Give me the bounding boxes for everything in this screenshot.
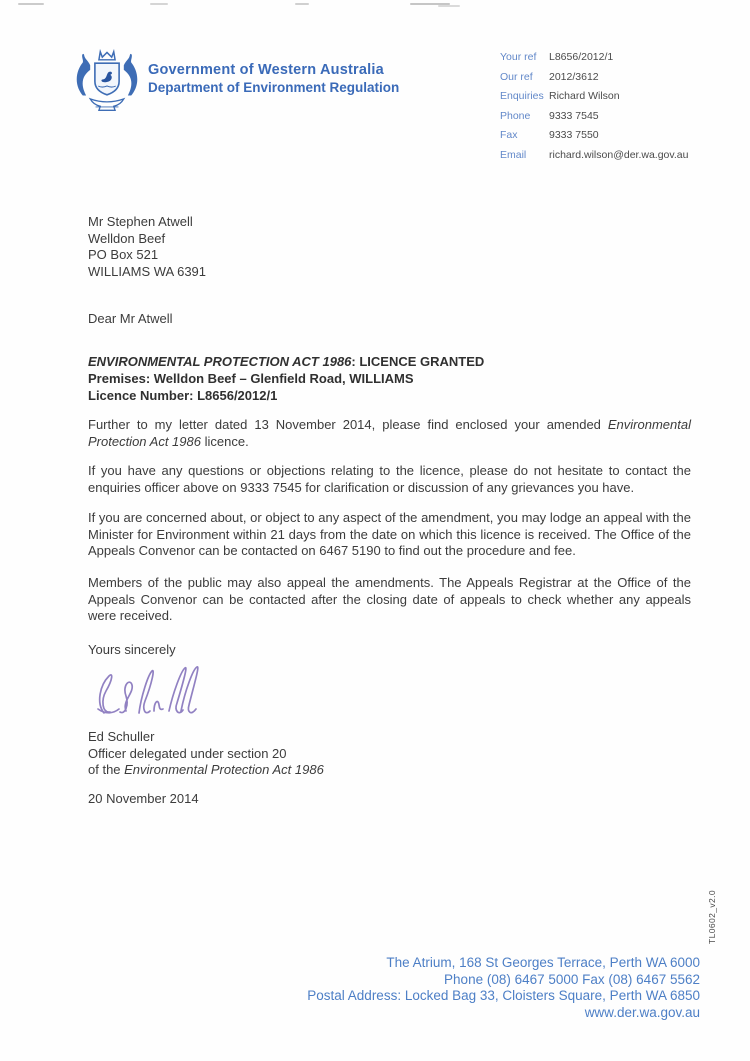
paragraph-1-act-italic: Environmental Protection Act 1986 bbox=[88, 417, 691, 449]
ref-row-enquiries bbox=[500, 90, 688, 110]
scan-artifact bbox=[438, 5, 460, 7]
closing-salutation: Yours sincerely bbox=[88, 642, 176, 657]
paragraph-2: If you have any questions or objections relating to the licence, please do not hesitate to contact the enquiries officer above on 9333 7545 for clarification or discussion of any grievances you have. bbox=[88, 463, 691, 495]
agency-name: Government of Western Australia bbox=[148, 62, 384, 78]
ref-row-email bbox=[500, 149, 688, 169]
signer-block bbox=[88, 729, 324, 779]
subject-act-name: ENVIRONMENTAL PROTECTION ACT 1986 bbox=[88, 354, 352, 369]
ref-value: 9333 7545 bbox=[549, 109, 599, 122]
ref-label: Fax bbox=[500, 129, 518, 141]
signer-title-line2 bbox=[88, 762, 324, 779]
ref-value: L8656/2012/1 bbox=[549, 51, 614, 63]
ref-value: Richard Wilson bbox=[549, 90, 620, 102]
department-name: Department of Environment Regulation bbox=[148, 80, 400, 95]
footer-street-address: The Atrium, 168 St Georges Terrace, Perth WA 6000 bbox=[386, 955, 700, 970]
ref-row-fax bbox=[500, 129, 688, 149]
recipient-company: Welldon Beef bbox=[88, 230, 166, 246]
ref-value: 9333 7550 bbox=[549, 129, 599, 141]
ref-label: Email bbox=[500, 148, 527, 161]
paragraph-1 bbox=[88, 417, 691, 450]
signer-title-line2-text: of the bbox=[88, 762, 125, 777]
scan-artifact bbox=[18, 3, 44, 5]
signer-name: Ed Schuller bbox=[88, 729, 155, 744]
footer-contact-block bbox=[307, 955, 700, 1021]
ref-label: Your ref bbox=[500, 51, 537, 63]
ref-row-phone bbox=[500, 110, 688, 130]
form-code-vertical: TL0602_v2.0 bbox=[707, 889, 717, 945]
footer-phone-fax: Phone (08) 6467 5000 Fax (08) 6467 5562 bbox=[444, 971, 700, 987]
ref-label: Enquiries bbox=[500, 90, 544, 102]
subject-line-1 bbox=[88, 353, 484, 370]
salutation: Dear Mr Atwell bbox=[88, 311, 173, 326]
handwritten-signature bbox=[92, 663, 207, 730]
letter-date: 20 November 2014 bbox=[88, 791, 199, 806]
signer-title-act-italic: Environmental Protection Act 1986 bbox=[124, 762, 324, 777]
paragraph-3: If you are concerned about, or object to any aspect of the amendment, you may lodge an appeal with the Minister for Environment within 21 days from the date on which this licence is received. The Office of the Appeals Convenor can be contacted on 6467 5190 to find out the procedure and fee. bbox=[88, 510, 691, 559]
footer-website: www.der.wa.gov.au bbox=[584, 1004, 700, 1020]
wa-coat-of-arms-logo bbox=[70, 46, 144, 119]
recipient-address bbox=[88, 214, 206, 280]
signer-title-line1: Officer delegated under section 20 bbox=[88, 745, 287, 761]
scan-artifact bbox=[295, 3, 309, 5]
ref-row-our-ref bbox=[500, 71, 688, 91]
ref-label: Phone bbox=[500, 109, 531, 122]
recipient-name: Mr Stephen Atwell bbox=[88, 214, 193, 229]
recipient-suburb: WILLIAMS WA 6391 bbox=[88, 263, 207, 279]
subject-premises: Premises: Welldon Beef – Glenfield Road, WILLIAMS bbox=[88, 371, 414, 386]
subject-block bbox=[88, 353, 484, 404]
footer-postal-address: Postal Address: Locked Bag 33, Cloisters Square, Perth WA 6850 bbox=[307, 988, 700, 1003]
letterhead-text bbox=[148, 62, 399, 95]
paragraph-1-tail: licence. bbox=[200, 433, 249, 449]
reference-block bbox=[500, 51, 688, 168]
paragraph-4: Members of the public may also appeal the amendments. The Appeals Registrar at the Office of the Appeals Convenor can be contacted after the closing date of appeals to check whether any appeals were received. bbox=[88, 575, 691, 624]
ref-label: Our ref bbox=[500, 70, 533, 83]
recipient-po-box: PO Box 521 bbox=[88, 247, 159, 262]
ref-value: 2012/3612 bbox=[549, 70, 599, 83]
scan-artifact bbox=[150, 3, 168, 5]
ref-row-your-ref bbox=[500, 51, 688, 71]
subject-licence-number: Licence Number: L8656/2012/1 bbox=[88, 388, 278, 403]
paragraph-1-text: Further to my letter dated 13 November 2014, please find enclosed your amended bbox=[88, 417, 608, 432]
subject-licence-granted: : LICENCE GRANTED bbox=[351, 354, 485, 369]
ref-value-email: richard.wilson@der.wa.gov.au bbox=[549, 148, 689, 161]
